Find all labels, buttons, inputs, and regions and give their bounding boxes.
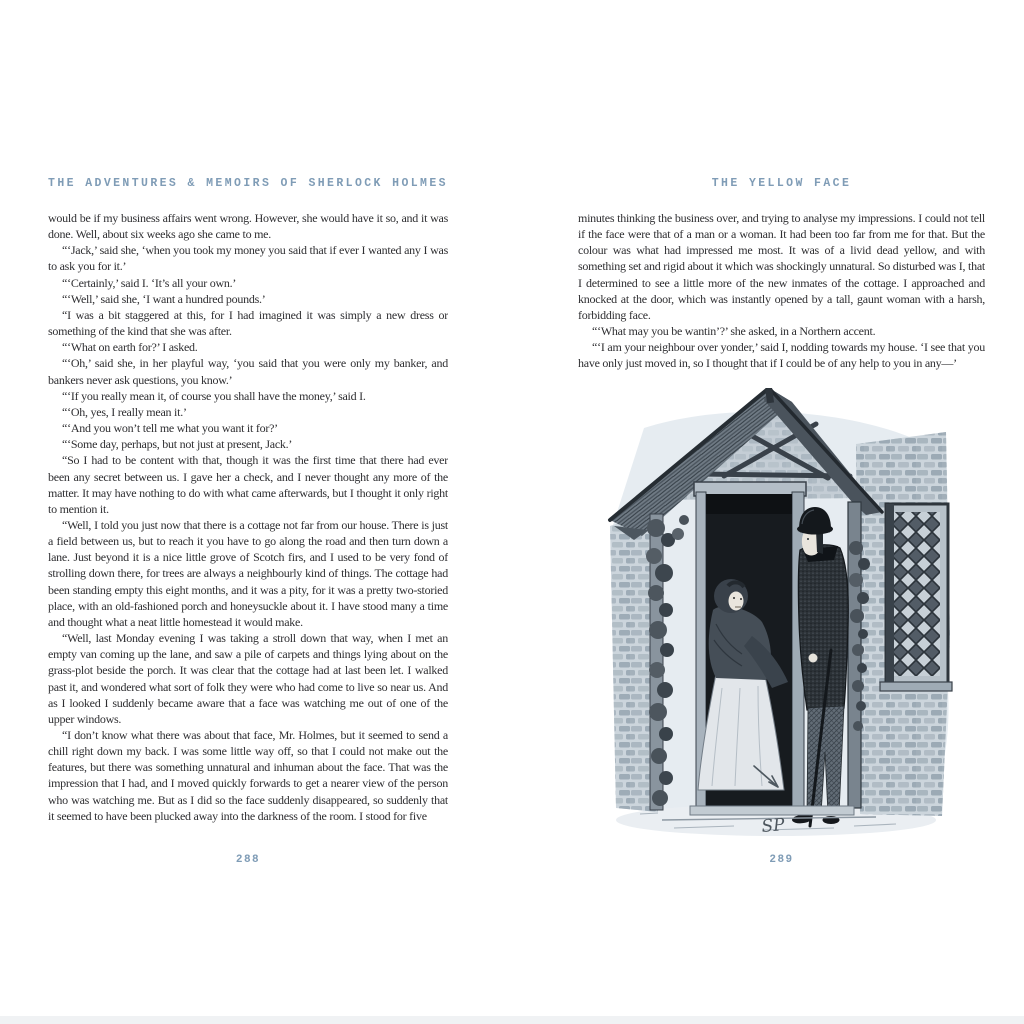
paragraph: “‘Oh,’ said she, in her playful way, ‘you said that you were only my banker, and bankers never ask questions, you know.’: [48, 356, 448, 387]
paragraph: “So I had to be content with that, though it was the first time that there had ever been any secret between us. I gave her a check, and I never thought any more of the matter. It may have nothing to do with what came afterwards, but I thought it only right to mention it.: [48, 453, 448, 516]
illustrator-signature: SP: [760, 815, 786, 837]
bottom-edge-strip: [0, 1016, 1024, 1024]
running-header-left: THE ADVENTURES & MEMOIRS OF SHERLOCK HOLMES: [48, 177, 448, 190]
paragraph: “‘What on earth for?’ I asked.: [62, 340, 198, 355]
paragraph: “‘Oh, yes, I really mean it.’: [62, 404, 187, 419]
paragraph: “‘If you really mean it, of course you shall have the money,’ said I.: [62, 388, 366, 403]
paragraph: minutes thinking the business over, and trying to analyse my impressions. I could not tell if the face were that of a man or a woman. It had been too far from me for that. But the colour was what had impressed me most. It was of a livid dead yellow, and with something set and rigid about it which was shockingly unnatural. So disturbed was I, that I determined to see a little more of the new inmates of the cottage. I approached and knocked at the door, which was instantly opened by a tall, gaunt woman with a harsh, forbidding face.: [578, 211, 985, 322]
paragraph: “I was a bit staggered at this, for I had imagined it was simply a new dress or something of the kind that she was after.: [48, 307, 448, 339]
paragraph: “‘Certainly,’ said I. ‘It’s all your own.’: [62, 275, 237, 290]
paragraph: “‘Jack,’ said she, ‘when you took my money you said that if ever I wanted any I was to ask you for it.’: [48, 243, 448, 274]
running-header-right: THE YELLOW FACE: [711, 177, 852, 190]
page-number-right: 289: [769, 854, 794, 866]
body-text-right: [578, 210, 985, 382]
paragraph: “Well, last Monday evening I was taking a stroll down that way, when I met an empty van coming up the lane, and saw a pile of carpets and things lying about on the grass-plot beside the porch. It was clear that the cottage had at last been let. I walked past it, and wondered what sort of folk they were who had come to live so near us. And as I looked I suddenly became aware that a face was watching me out of one of the upper windows.: [48, 631, 448, 726]
paragraph: “‘And you won’t tell me what you want it for?’: [62, 421, 278, 436]
paragraph: “I don’t know what there was about that face, Mr. Holmes, but it seemed to send a chill right down my back. I was some little way off, so that I could not make out the features, but there was something unnatural and inhuman about the face. That was the impression that I had, and I moved quickly forwards to get a nearer view of the person who was watching me. But as I did so the face suddenly disappeared, so suddenly that it seemed to have been plucked away into the darkness of the room. I stood for five: [48, 728, 448, 823]
paragraph: would be if my business affairs went wrong. However, she would have it so, and it was done. Well, about six weeks ago she came to me.: [48, 211, 448, 242]
paragraph: “‘What may you be wantin’?’ she asked, in a Northern accent.: [592, 324, 876, 339]
paragraph: “‘I am your neighbour over yonder,’ said I, nodding towards my house. ‘I see that you have only just moved in, so I thought that if I could be of any help to you in any—’: [578, 340, 985, 371]
lattice-window: [880, 504, 952, 691]
paragraph: “‘Some day, perhaps, but not just at present, Jack.’: [62, 437, 293, 452]
page-left: [48, 0, 448, 1024]
doorway-illustration: [604, 388, 956, 840]
paragraph: “‘Well,’ said she, ‘I want a hundred pounds.’: [62, 291, 266, 306]
paragraph: “Well, I told you just now that there is a cottage not far from our house. There is just a field between us, but to reach it you have to go along the road and then turn down a lane. Just beyond it is a nice little grove of Scotch firs, and I used to be very fond of strolling down there, for trees are always a neighbourly kind of things. The cottage had been standing empty this eight months, and it was a pity, for it was a pretty two-storied place, with an old-fashioned porch and honeysuckle about it. I have stood many a time and thought what a neat little homestead it would make.: [48, 517, 448, 629]
page-number-left: 288: [235, 854, 261, 866]
page-right: [578, 0, 985, 1024]
body-text-left: [48, 210, 448, 852]
